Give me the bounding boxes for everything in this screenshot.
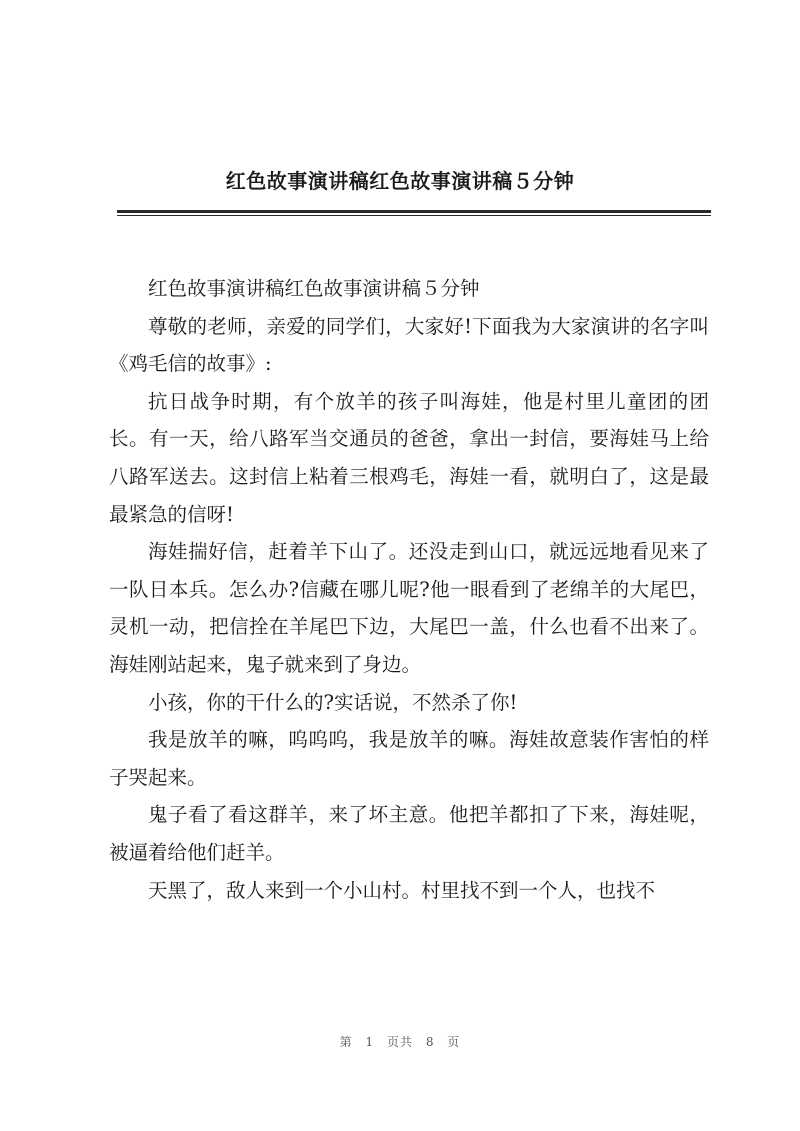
paragraph-nightfall: 天黑了，敌人来到一个小山村。村里找不到一个人，也找不	[148, 878, 656, 902]
page-footer	[0, 1033, 800, 1050]
footer-label-of: 页共	[386, 1035, 413, 1049]
paragraph-heading: 红色故事演讲稿红色故事演讲稿５分钟	[148, 277, 480, 300]
document-body	[109, 270, 709, 909]
paragraph-story-japanese-soldiers: 海娃揣好信，赶着羊下山了。还没走到山口，就远远地看见来了一队日本兵。怎么办?信藏在哪儿呢?他一眼看到了老绵羊的大尾巴，灵机一动，把信拴在羊尾巴下边，大尾巴一盖，什么也看不出来了。海娃刚站起来，鬼子就来到了身边。	[109, 540, 709, 676]
footer-total-pages: 8	[425, 1035, 435, 1049]
footer-label-pages: 页	[447, 1035, 461, 1049]
paragraph-greeting: 尊敬的老师，亲爱的同学们，大家好!下面我为大家演讲的名字叫《鸡毛信的故事》:	[109, 314, 709, 376]
paragraph-soldier-idea: 鬼子看了看这群羊，来了坏主意。他把羊都扣了下来，海娃呢，被逼着给他们赶羊。	[109, 803, 709, 864]
footer-label-page: 第	[339, 1035, 353, 1049]
title-divider	[117, 210, 711, 213]
paragraph-story-intro: 抗日战争时期，有个放羊的孩子叫海娃，他是村里儿童团的团长。有一天，给八路军当交通员的爸爸，拿出一封信，要海娃马上给八路军送去。这封信上粘着三根鸡毛，海娃一看，就明白了，这是最最紧急的信呀!	[109, 389, 709, 526]
page-title: 红色故事演讲稿红色故事演讲稿５分钟	[225, 169, 575, 193]
paragraph-soldier-question: 小孩，你的干什么的?实话说，不然杀了你!	[148, 690, 518, 714]
footer-page-number: 1	[365, 1035, 375, 1049]
paragraph-haiwa-reply: 我是放羊的嘛，呜呜呜，我是放羊的嘛。海娃故意装作害怕的样子哭起来。	[109, 728, 709, 789]
